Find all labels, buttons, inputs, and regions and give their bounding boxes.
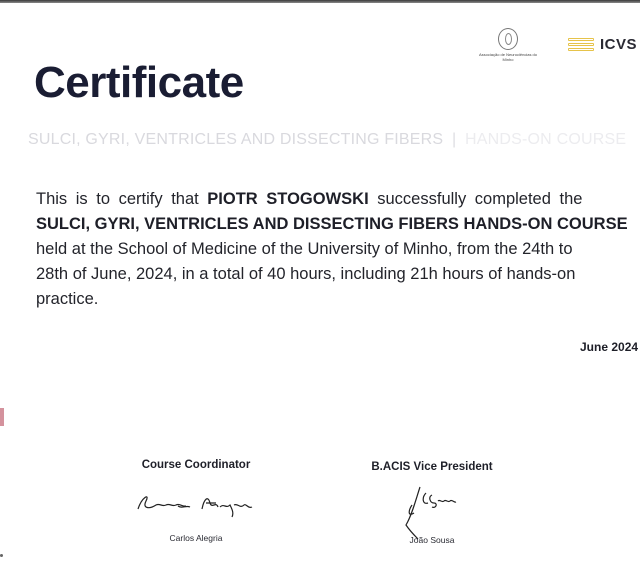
- decorative-red-mark: [0, 408, 4, 426]
- subtitle-course: SULCI, GYRI, VENTRICLES AND DISSECTING FIBERS: [28, 131, 444, 148]
- signer-role: B.ACIS Vice President: [371, 461, 493, 473]
- body-prefix: This is to certify that: [36, 190, 208, 208]
- body-suffix: successfully completed the: [368, 190, 583, 208]
- certificate-body: [36, 187, 640, 312]
- recipient-name: PIOTR STOGOWSKI: [207, 190, 369, 208]
- subtitle-course-type: HANDS-ON COURSE: [464, 131, 627, 148]
- signature-block-vice-president: [342, 461, 522, 545]
- signer-name: Carlos Alegria: [169, 533, 223, 543]
- subtitle-separator: |: [451, 131, 457, 148]
- body-line-5: practice.: [36, 290, 99, 308]
- body-line-1: [36, 187, 640, 212]
- photo-top-edge: [0, 0, 640, 3]
- anm-logo-text: Associação de Neurociências do Minho: [478, 52, 538, 62]
- icvs-stripes-icon: [568, 38, 594, 52]
- signature-joao-sousa: [342, 481, 522, 527]
- icvs-logo: [568, 36, 637, 53]
- certificate-title: Certificate: [34, 58, 244, 107]
- decorative-dot: [0, 554, 3, 557]
- brain-emblem-icon: [498, 28, 518, 50]
- anm-logo: [476, 28, 540, 68]
- signer-role: Course Coordinator: [141, 459, 251, 471]
- body-line-4: 28th of June, 2024, in a total of 40 hours, including 21h hours of hands-on: [36, 265, 576, 283]
- certificate-date: June 2024: [580, 340, 639, 354]
- handwritten-signature-icon: [106, 479, 286, 525]
- signature-carlos-alegria: [106, 479, 286, 525]
- body-line-3: held at the School of Medicine of the University of Minho, from the 24th to: [36, 240, 573, 258]
- certificate-subtitle: [28, 131, 626, 149]
- signer-name: João Sousa: [409, 535, 455, 545]
- signature-block-coordinator: [106, 459, 286, 543]
- body-line-2: [36, 212, 640, 237]
- icvs-logo-text: ICVS: [600, 36, 638, 53]
- course-name: SULCI, GYRI, VENTRICLES AND DISSECTING FIBERS HANDS-ON COURSE: [36, 215, 628, 233]
- handwritten-signature-icon: [342, 481, 522, 541]
